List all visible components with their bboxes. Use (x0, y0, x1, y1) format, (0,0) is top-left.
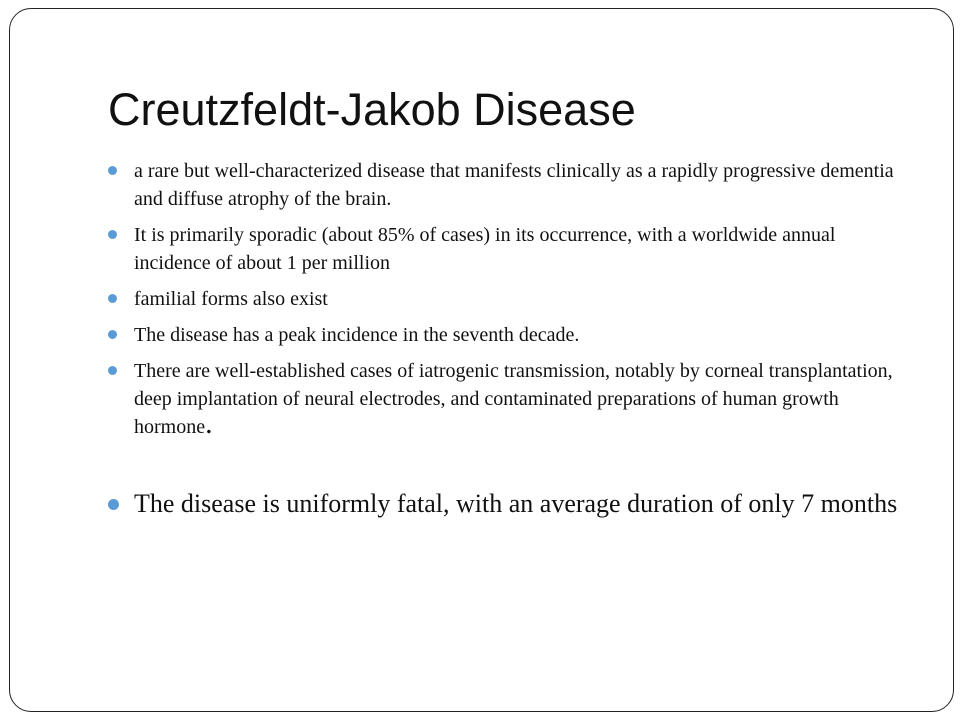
bullet-item (108, 285, 908, 313)
bullet-text: familial forms also exist (134, 288, 328, 310)
bullet-dot-icon (108, 499, 119, 510)
bullet-item (108, 357, 908, 441)
bullet-text: The disease is uniformly fatal, with an average duration of only 7 months (134, 489, 898, 518)
bullet-text: There are well-established cases of iatrogenic transmission, notably by corneal transplantation, deep implantation of neural electrodes, and contaminated preparations of human growth hormone (134, 360, 893, 438)
slide-title: Creutzfeldt-Jakob Disease (108, 84, 636, 135)
bullet-item (108, 321, 908, 349)
bullet-item (108, 221, 908, 277)
bullet-dot-icon (108, 166, 117, 175)
bullet-list (108, 157, 908, 529)
bullet-dot-icon (108, 294, 117, 303)
bullet-text: a rare but well-characterized disease that manifests clinically as a rapidly progressive dementia and diffuse atrophy of the brain. (134, 160, 894, 210)
bullet-text: It is primarily sporadic (about 85% of cases) in its occurrence, with a worldwide annual incidence of about 1 per million (134, 224, 836, 274)
bullet-item-emphasis (108, 487, 908, 521)
bullet-period: . (205, 407, 213, 440)
bullet-text: The disease has a peak incidence in the seventh decade. (134, 324, 580, 346)
bullet-dot-icon (108, 366, 117, 375)
bullet-dot-icon (108, 330, 117, 339)
bullet-item (108, 157, 908, 213)
bullet-dot-icon (108, 230, 117, 239)
